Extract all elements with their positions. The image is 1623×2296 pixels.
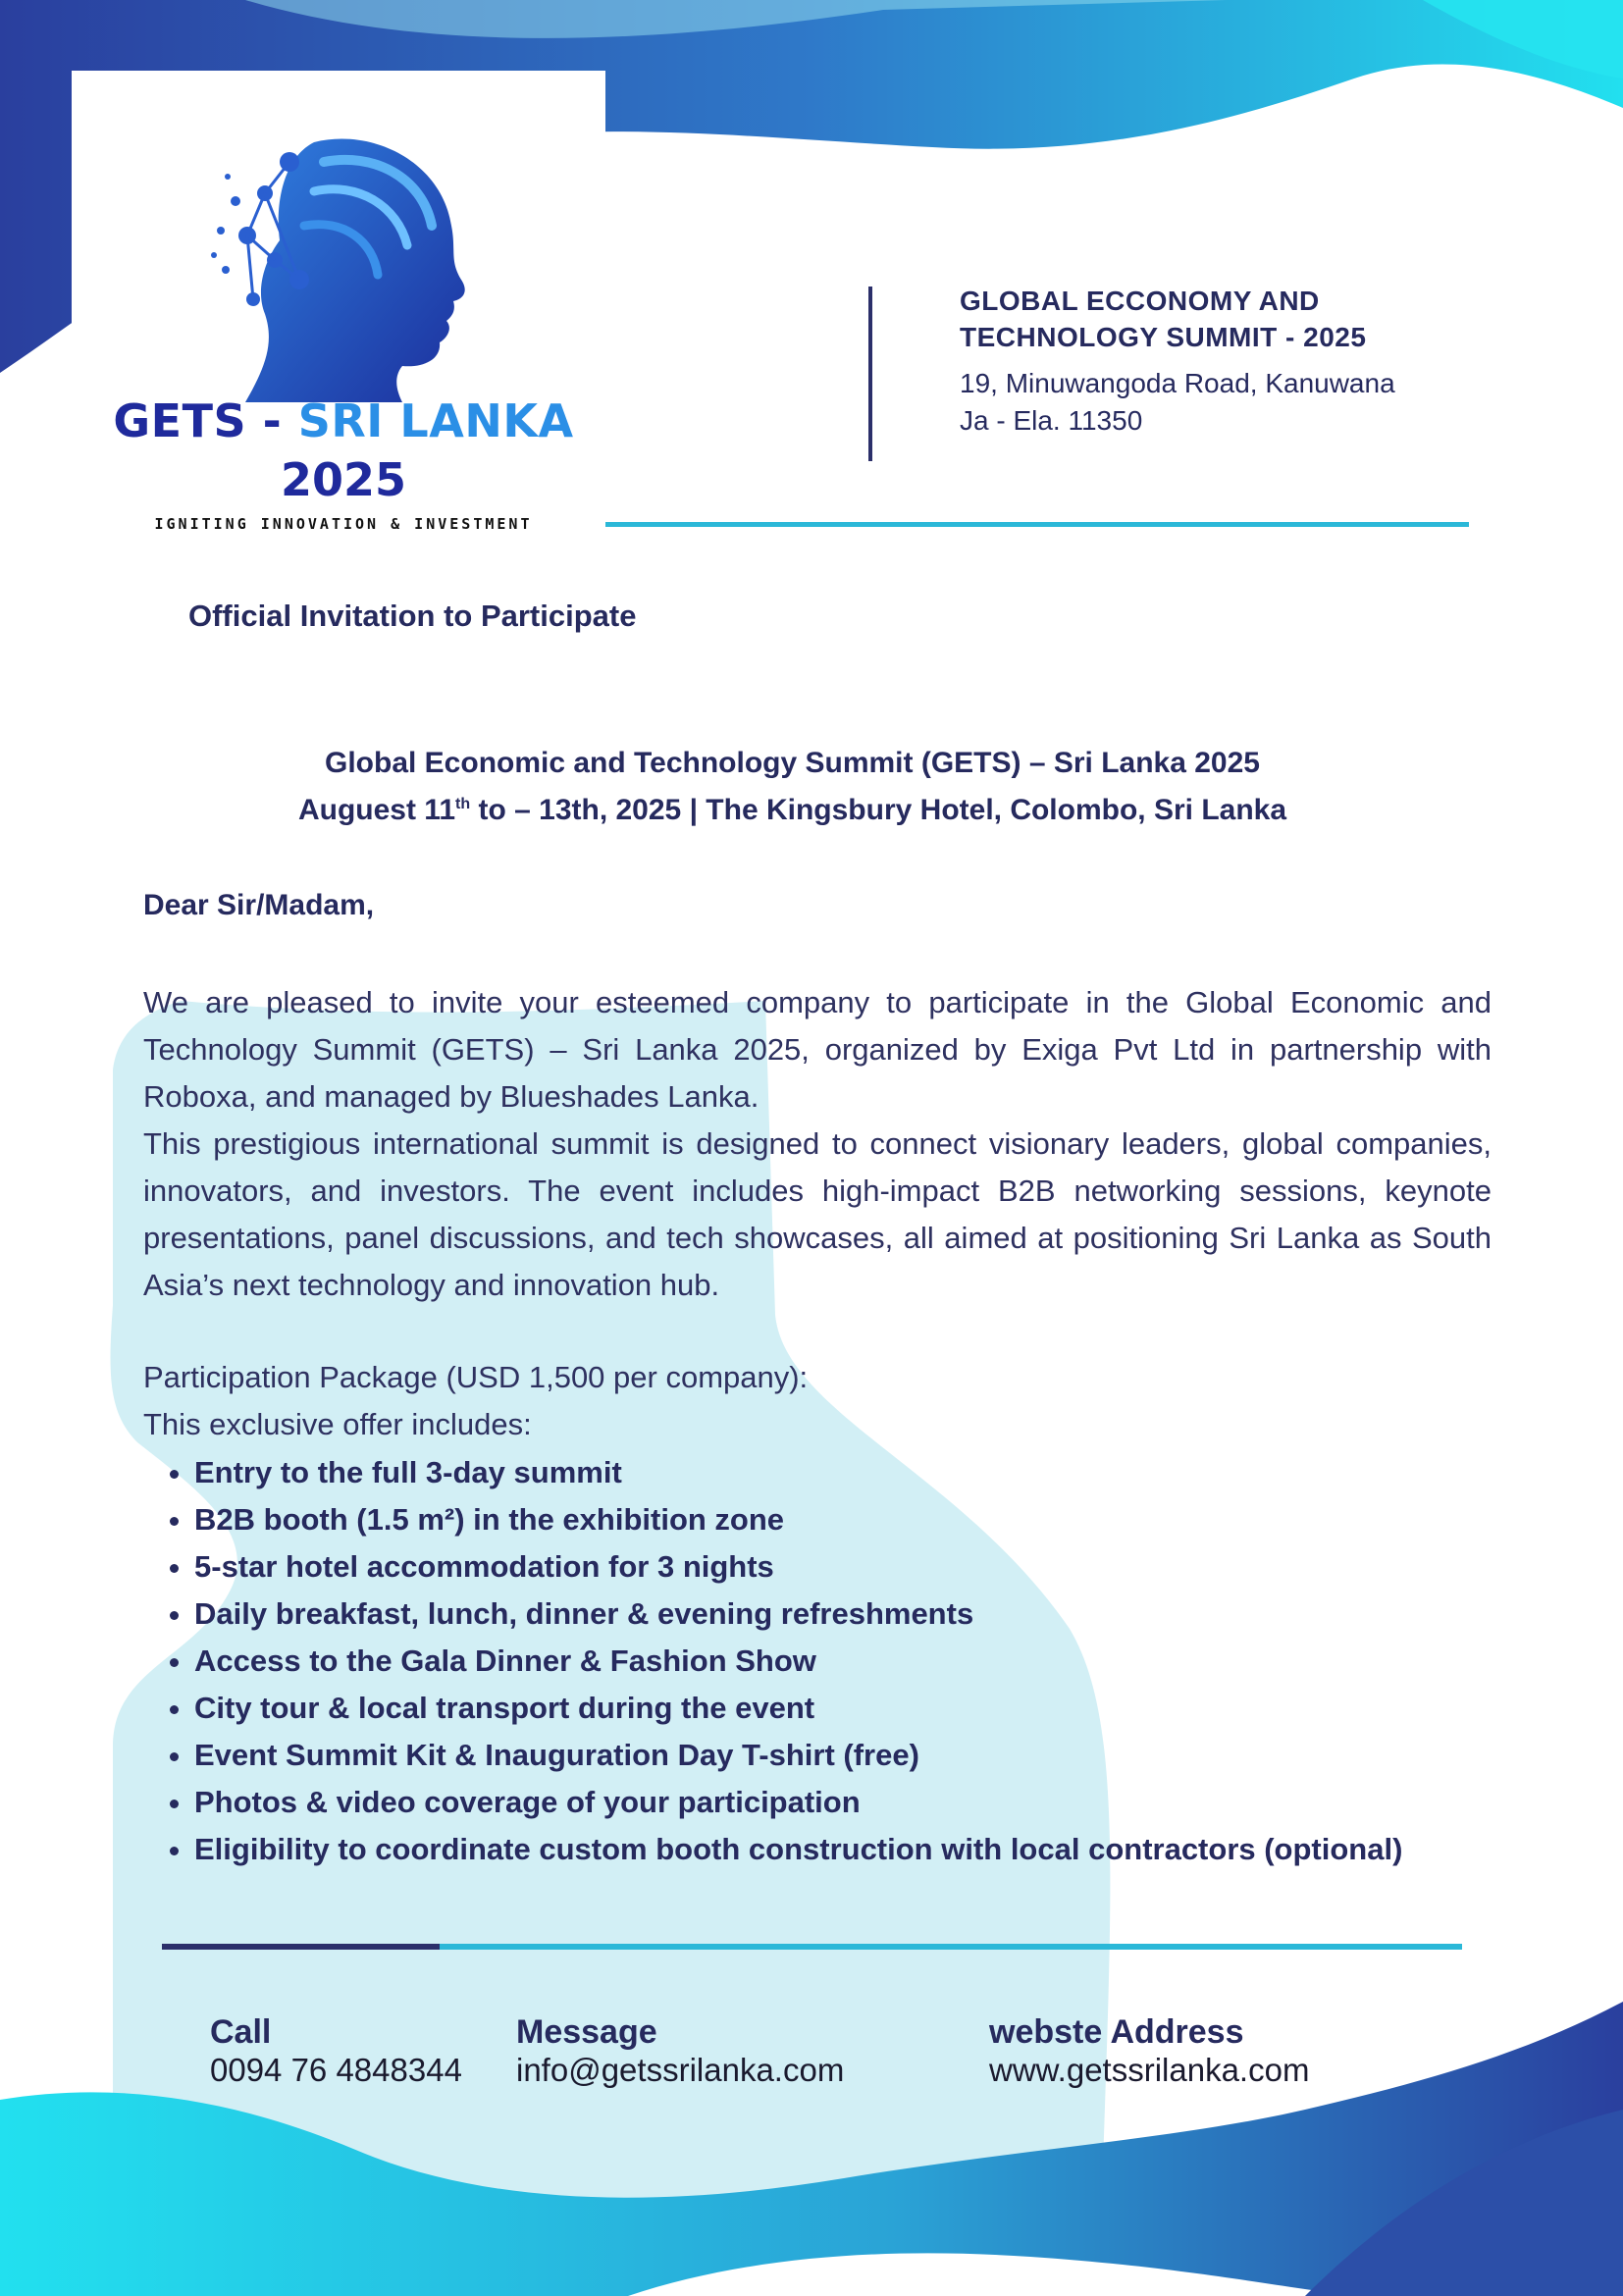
logo-tagline: IGNITING INNOVATION & INVESTMENT (154, 515, 533, 533)
event-dates-suffix: th (455, 796, 471, 812)
logo-name-part1: GETS - (113, 394, 283, 447)
logo-title (108, 394, 579, 447)
event-dates-rest: to – 13th, 2025 | The Kingsbury Hotel, Colombo, Sri Lanka (470, 794, 1287, 826)
summit-name: GLOBAL ECCONOMY AND TECHNOLOGY SUMMIT - 2025 (960, 286, 1367, 352)
intro-paragraph: We are pleased to invite your esteemed company to participate in the Global Economic and Technology Summit (GETS) – Sri Lanka 2025, organized by Exiga Pvt Ltd in partnership with Roboxa, and managed by Blueshades Lanka. (143, 985, 1492, 1114)
benefits-list (157, 1449, 1402, 1873)
call-value[interactable]: 0094 76 4848344 (210, 2052, 462, 2088)
event-dates (157, 794, 1428, 827)
list-item: • Daily breakfast, lunch, dinner & evening refreshments (194, 1591, 1402, 1638)
summit-address: 19, Minuwangoda Road, Kanuwana Ja - Ela. 11350 (960, 368, 1395, 436)
list-item: • B2B booth (1.5 m²) in the exhibition zone (194, 1496, 1402, 1543)
salutation: Dear Sir/Madam, (143, 889, 375, 921)
website-label: webste Address (989, 2013, 1244, 2051)
message-email-link[interactable]: info@getssrilanka.com (516, 2052, 845, 2088)
list-item: • Entry to the full 3-day summit (194, 1449, 1402, 1496)
list-item: • City tour & local transport during the event (194, 1685, 1402, 1732)
list-item: • Photos & video coverage of your participation (194, 1779, 1402, 1826)
invitation-heading: Official Invitation to Participate (188, 599, 637, 633)
footer-rule-dark (162, 1944, 440, 1950)
message-label: Message (516, 2013, 657, 2051)
list-item: • Eligibility to coordinate custom booth construction with local contractors (optional) (194, 1826, 1402, 1873)
website-link[interactable]: www.getssrilanka.com (989, 2052, 1310, 2088)
list-item: • 5-star hotel accommodation for 3 nights (194, 1543, 1402, 1591)
event-dates-start: Auguest 11 (297, 794, 456, 826)
package-intro: This exclusive offer includes: (143, 1407, 532, 1441)
logo-name-part2: SRI LANKA (297, 394, 574, 447)
package-title: Participation Package (USD 1,500 per company): (143, 1360, 809, 1394)
event-title: Global Economic and Technology Summit (GETS) – Sri Lanka 2025 (325, 747, 1260, 779)
list-item: • Access to the Gala Dinner & Fashion Show (194, 1638, 1402, 1685)
logo-year: 2025 (280, 453, 407, 506)
ai-head-network-icon (206, 132, 471, 402)
summit-description-paragraph: This prestigious international summit is designed to connect visionary leaders, global companies, innovators, and investors. The event includes high-impact B2B networking sessions, keynote presentations, panel discussions, and tech showcases, all aimed at positioning Sri Lanka as South Asia’s next technology and innovation hub. (143, 1126, 1492, 1302)
header-rule (605, 522, 1469, 527)
footer-rule-cyan (440, 1944, 1462, 1950)
call-label: Call (210, 2013, 272, 2051)
header-divider (868, 287, 872, 461)
list-item: • Event Summit Kit & Inauguration Day T-shirt (free) (194, 1732, 1402, 1779)
